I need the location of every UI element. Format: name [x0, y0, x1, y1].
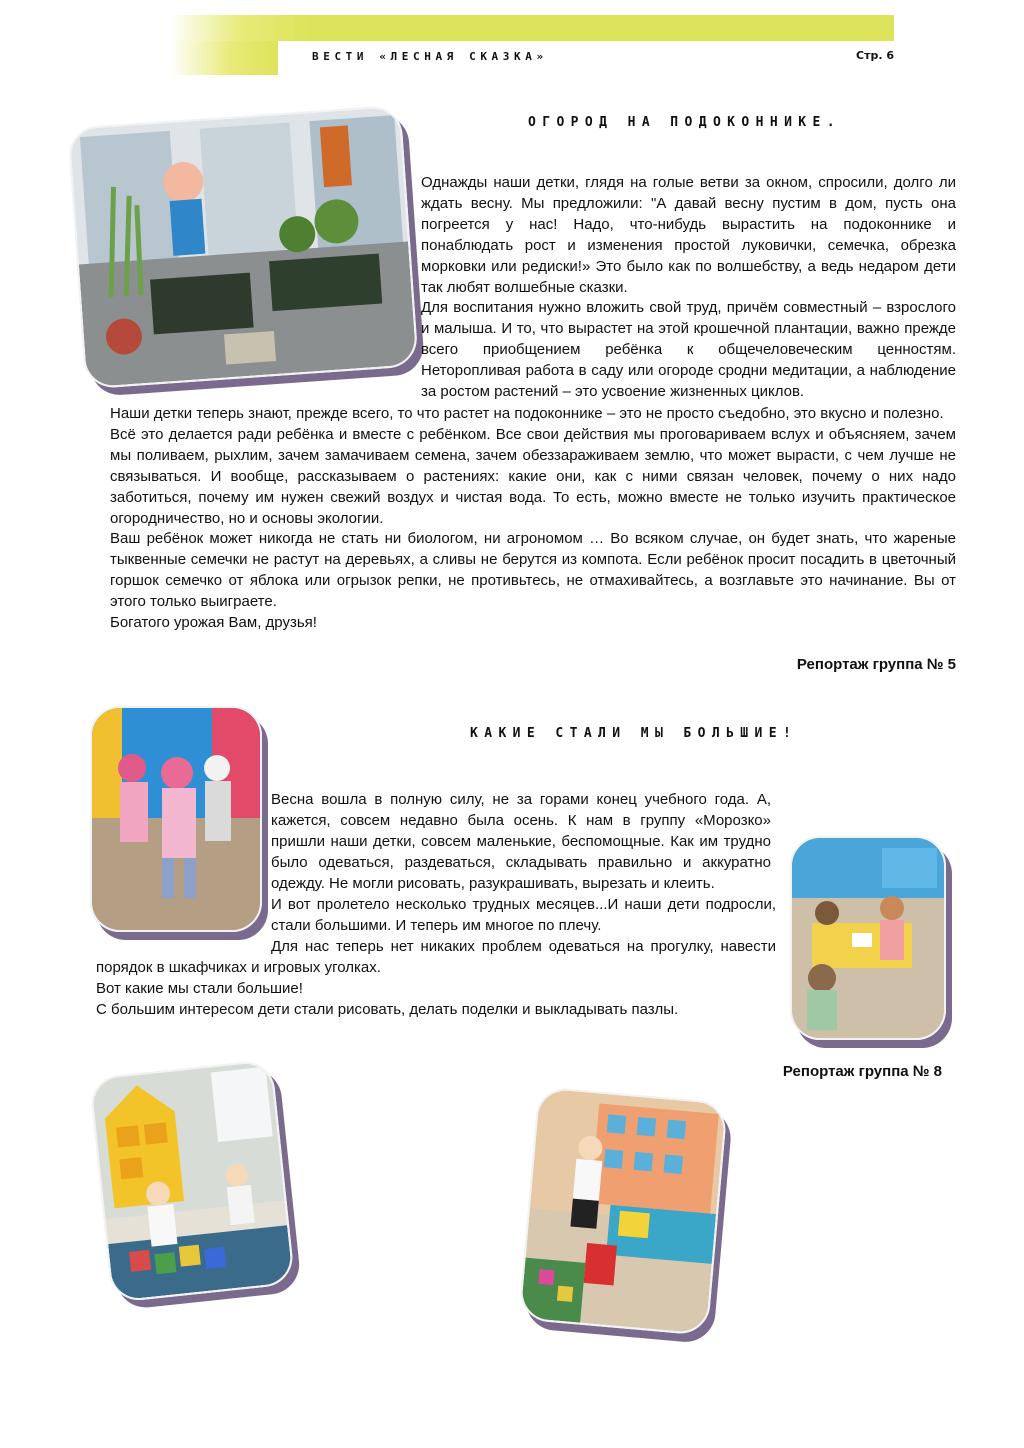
play-table-photo — [518, 1086, 728, 1336]
article1-paragraph: Всё это делается ради ребёнка и вместе с ребёнком. Все свои действия мы проговариваем вслух и объясняем, зачем мы поливаем, рыхлим, зачем замачиваем семена, зачем обеззараживаем землю, что может вырасти, с чем лучше не связываться. И вообще, рассказываем о растениях: какие они, как с ними связан человек, почему о них надо заботиться, почему им нужен свежий воздух и чистая вода. То есть, можно вместе не только изучить практическое огородничество, но и основы экологии. — [110, 425, 956, 527]
article1-credit: Репортаж группа № 5 — [796, 656, 956, 673]
header-tab — [170, 41, 278, 75]
header-band — [170, 15, 894, 41]
article2-credit: Репортаж группа № 8 — [782, 1063, 942, 1080]
article2-paragraph: Для нас теперь нет никаких проблем одеваться на прогулку, навести порядок в шкафчиках и игровых уголках. — [96, 937, 776, 976]
article2-paragraph: Весна вошла в полную силу, не за горами конец учебного года. А, кажется, совсем недавно была осень. К нам в группу «Морозко» пришли наши детки, совсем маленькие, беспомощные. Как им трудно было одеваться, раздеваться, складывать правильно и аккуратно одежду. Не могли рисовать, разукрашивать, вырезать и клеить. — [271, 791, 771, 892]
article2-heading: КАКИЕ СТАЛИ МЫ БОЛЬШИЕ! — [470, 726, 798, 741]
article1-paragraph: Для воспитания нужно вложить свой труд, причём совместный – взрослого и малыша. И то, что вырастет на этой крошечной плантации, важно прежде всего приобщением ребёнка к общечеловеческим ценностям. Неторопливая работа в саду или огороде сродни медитации, а наблюдение за ростом растений – это усвоение жизненных циклов. — [421, 299, 956, 401]
kids-drawing-photo — [790, 836, 946, 1040]
article2-body — [96, 895, 776, 1020]
article1-paragraph: Богатого урожая Вам, друзья! — [110, 614, 317, 632]
article1-body — [110, 404, 956, 634]
article2-paragraph: Вот какие мы стали большие! — [96, 979, 303, 997]
article1-paragraph: Ваш ребёнок может никогда не стать ни биологом, ни агрономом … Во всяком случае, он будет знать, что жареные тыквенные семечки не растут на деревьях, а сливы не берутся из компота. Если ребёнок просит посадить в цветочный горшок семечко от яблока или огрызок репки, не противьтесь, не отмахивайтесь, а возглавьте это начинание. Вы от этого только выиграете. — [110, 530, 956, 611]
article1-heading: ОГОРОД НА ПОДОКОННИКЕ. — [528, 115, 841, 130]
dollhouse-play-photo — [89, 1059, 296, 1303]
article1-paragraph: Наши детки теперь знают, прежде всего, то что растет на подоконнике – это не просто съедобно, это вкусно и полезно. — [110, 405, 944, 422]
article2-paragraph: И вот пролетело несколько трудных месяцев...И наши дети подросли, стали большими. И теперь им многое по плечу. — [271, 896, 776, 934]
windowsill-garden-photo — [67, 105, 418, 390]
article1-paragraph: Однажды наши детки, глядя на голые ветви за окном, спросили, долго ли ждать весну. Мы предложили: "А давай весну пустим в дом, пусть она погреется у нас! Надо, что-нибудь вырастить на подоконнике и понаблюдать рост и изменения простой луковички, семечка, обрезка морковки или редиски!» Это было как по волшебству, а ведь недаром дети так любят волшебные сказки. — [421, 174, 956, 296]
article1-intro — [421, 173, 956, 403]
article2-paragraph: С большим интересом дети стали рисовать, делать поделки и выкладывать пазлы. — [96, 1000, 679, 1018]
page-number: Стр. 6 — [856, 49, 894, 62]
newsletter-title: ВЕСТИ «ЛЕСНАЯ СКАЗКА» — [312, 50, 548, 63]
